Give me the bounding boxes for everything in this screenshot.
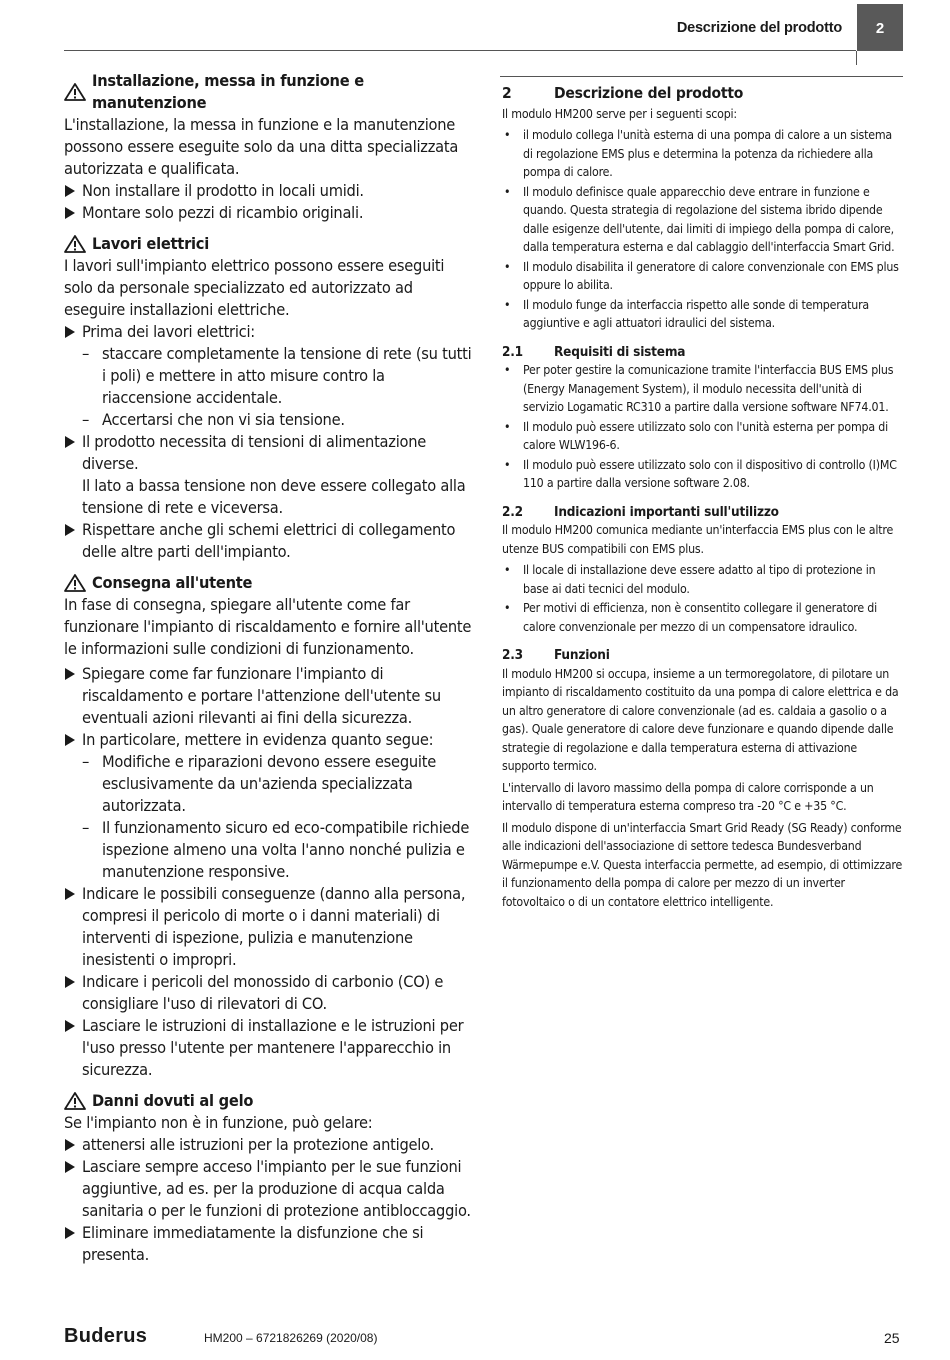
- bullet-item: [502, 126, 904, 182]
- instruction-item: [64, 883, 474, 971]
- arrow-bullet-icon: [65, 436, 75, 448]
- dash-bullet: –: [82, 752, 90, 771]
- instruction-item: [64, 431, 474, 519]
- arrow-bullet-icon: [65, 326, 75, 338]
- instruction-text: attenersi alle istruzioni per la protezione antigelo.: [82, 1135, 434, 1154]
- bullet-text: Il modulo può essere utilizzato solo con l'unità esterna per pompa di calore WLW196-6.: [523, 419, 888, 452]
- instruction-text: Indicare i pericoli del monossido di carbonio (CO) e consigliare l'uso di rilevatori di CO.: [82, 972, 444, 1013]
- document-reference: HM200 – 6721826269 (2020/08): [204, 1331, 378, 1345]
- bullet-item: [502, 258, 904, 295]
- arrow-bullet-icon: [65, 207, 75, 219]
- arrow-bullet-icon: [65, 888, 75, 900]
- arrow-bullet-icon: [65, 1161, 75, 1173]
- instruction-item: [64, 519, 474, 563]
- safety-heading-text: Danni dovuti al gelo: [92, 1091, 254, 1110]
- section-heading: [502, 646, 904, 665]
- instruction-item: [64, 1015, 474, 1081]
- right-column-rule: [500, 76, 903, 77]
- dot-bullet: •: [504, 419, 511, 434]
- safety-heading: [64, 233, 474, 255]
- paragraph: L'installazione, la messa in funzione e la manutenzione possono essere eseguite solo da una ditta specializzata autorizzata e qualificata.: [64, 115, 459, 178]
- safety-heading: [64, 1090, 474, 1112]
- arrow-bullet-icon: [65, 976, 75, 988]
- bullet-text: Il locale di installazione deve essere adatto al tipo di protezione in base ai dati tecnici del modulo.: [523, 563, 876, 596]
- instruction-text: Spiegare come far funzionare l'impianto di riscaldamento e portare l'attenzione dell'utente su eventuali azioni rilevanti ai fini della sicurezza.: [82, 664, 441, 727]
- instruction-text: Lasciare sempre acceso l'impianto per le sue funzioni aggiuntive, ad es. per la produzione di acqua calda sanitaria o per le funzioni di protezione antibloccaggio.: [82, 1157, 471, 1220]
- dot-bullet: •: [504, 457, 511, 472]
- sub-instruction-text: staccare completamente la tensione di rete (su tutti i poli) e mettere in atto misure contro la riaccensione accidentale.: [102, 344, 472, 407]
- paragraph: Il modulo HM200 si occupa, insieme a un termoregolatore, di pilotare un impianto di riscaldamento costituito da una pompa di calore elettrica e da un altro generatore di calore convenzionale (ad es. caldaia a gasolio o a gas). Quale generatore di calore deve funzionare e quando dipende dalle strategie di regolazione e dalla temperatura esterna di attivazione supporto termico.: [502, 666, 899, 773]
- instruction-text: Rispettare anche gli schemi elettrici di collegamento delle altre parti dell'impianto.: [82, 520, 456, 561]
- bullet-item: [502, 561, 904, 598]
- instruction-item: [64, 1156, 474, 1222]
- bullet-text: Il modulo può essere utilizzato solo con il dispositivo di controllo (I)MC 110 a partire dalla versione software 2.08.: [523, 457, 897, 490]
- bullet-text: Il modulo definisce quale apparecchio deve entrare in funzione e quando. Questa strategia di regolazione del sistema ibrido dipende dalle esigenze dell'utente, dai limiti di impiego della pompa di calore, dalla temperatura esterna e dal cablaggio dell'interfaccia Smart Grid.: [523, 184, 895, 254]
- brand-logo: Buderus: [64, 1325, 148, 1347]
- instruction-text: Non installare il prodotto in locali umidi.: [82, 181, 364, 200]
- paragraph: I lavori sull'impianto elettrico possono essere eseguiti solo da personale specializzato ed autorizzato ad eseguire installazioni elettriche.: [64, 256, 445, 319]
- safety-section-handover: [64, 572, 474, 1081]
- instruction-item: [64, 663, 474, 729]
- arrow-bullet-icon: [65, 668, 75, 680]
- instruction-text: Lasciare le istruzioni di installazione e le istruzioni per l'uso presso l'utente per mantenere l'apparecchio in sicurezza.: [82, 1016, 464, 1079]
- heading-title: Descrizione del prodotto: [554, 84, 744, 102]
- arrow-bullet-icon: [65, 734, 75, 746]
- sub-instruction-item: [82, 409, 474, 431]
- instruction-text: Indicare le possibili conseguenze (danno alla persona, compresi il pericolo di morte o i danni materiali) di interventi di ispezione, pulizia e manutenzione inesistenti o impropri.: [82, 884, 466, 969]
- dash-bullet: –: [82, 344, 90, 363]
- sub-instruction-text: Accertarsi che non vi sia tensione.: [102, 410, 345, 429]
- heading-number: 2.2: [502, 503, 523, 520]
- dash-bullet: –: [82, 410, 90, 429]
- bullet-text: Per motivi di efficienza, non è consentito collegare il generatore di calore convenzionale per mezzo di un compensatore idraulico.: [523, 601, 877, 634]
- paragraph: L'intervallo di lavoro massimo della pompa di calore corrisponde a un intervallo di temperatura esterna compreso tra -20 °C e +35 °C.: [502, 780, 874, 813]
- dot-bullet: •: [504, 563, 511, 577]
- instruction-text: In particolare, mettere in evidenza quanto segue:: [82, 730, 434, 749]
- safety-instructions-column: [64, 70, 474, 1275]
- warning-triangle-icon: [64, 235, 86, 253]
- instruction-item: [64, 971, 474, 1015]
- bullet-item: [502, 296, 904, 333]
- chapter-number-tab: 2: [857, 4, 903, 51]
- instruction-text: Prima dei lavori elettrici:: [82, 322, 255, 341]
- paragraph: Il modulo HM200 comunica mediante un'interfaccia EMS plus con le altre utenze BUS compatibili con EMS plus.: [502, 523, 894, 556]
- warning-triangle-icon: [64, 574, 86, 592]
- instruction-item: [64, 202, 474, 224]
- instruction-item: [64, 1134, 474, 1156]
- dash-bullet: –: [82, 818, 90, 837]
- bullet-item: [502, 183, 904, 257]
- safety-heading: [64, 572, 474, 594]
- bullet-item: [502, 599, 904, 636]
- safety-section-frost: [64, 1090, 474, 1266]
- header-rule: [64, 50, 856, 51]
- instruction-text: Montare solo pezzi di ricambio originali.: [82, 203, 364, 222]
- bullet-text: Per poter gestire la comunicazione tramite l'interfaccia BUS EMS plus (Energy Management System), il modulo necessita dell'unità di servizio Logamatic RC310 a partire dalla versione software NF74.01.: [523, 363, 894, 414]
- dot-bullet: •: [504, 128, 511, 142]
- sub-instruction-text: Modifiche e riparazioni devono essere eseguite esclusivamente da un'azienda specializzata autorizzata.: [102, 752, 436, 815]
- sub-instruction-item: [82, 343, 474, 409]
- bullet-text: Il modulo funge da interfaccia rispetto alle sonde di temperatura aggiuntive e agli attuatori idraulici del sistema.: [523, 297, 870, 330]
- warning-triangle-icon: [64, 1092, 86, 1110]
- bullet-text: Il modulo disabilita il generatore di calore convenzionale con EMS plus oppure lo abilita.: [523, 259, 899, 292]
- dot-bullet: •: [504, 363, 511, 377]
- dot-bullet: •: [504, 184, 511, 199]
- section-heading: [502, 343, 904, 362]
- bullet-item: [502, 418, 904, 455]
- heading-title: Requisiti di sistema: [554, 343, 686, 360]
- bullet-item: [502, 456, 904, 493]
- paragraph: Se l'impianto non è in funzione, può gelare:: [64, 1113, 373, 1132]
- instruction-line: Il lato a bassa tensione non deve essere collegato alla tensione di rete e viceversa.: [82, 476, 466, 517]
- sub-instruction-text: Il funzionamento sicuro ed eco-compatibile richiede ispezione almeno una volta l'anno nonché pulizia e manutenzione responsive.: [102, 818, 470, 881]
- arrow-bullet-icon: [65, 1020, 75, 1032]
- instruction-text: [82, 431, 474, 519]
- arrow-bullet-icon: [65, 185, 75, 197]
- page-number: 25: [884, 1330, 900, 1346]
- paragraph: In fase di consegna, spiegare all'utente come far funzionare l'impianto di riscaldamento e fornire all'utente le informazioni sulle condizioni di funzionamento.: [64, 595, 472, 658]
- safety-heading-text: Lavori elettrici: [92, 234, 210, 253]
- sub-instruction-item: [82, 817, 474, 883]
- instruction-item: [64, 729, 474, 751]
- safety-heading: [64, 70, 474, 114]
- instruction-text: Eliminare immediatamente la disfunzione che si presenta.: [82, 1223, 424, 1264]
- section-heading: [502, 503, 904, 522]
- chapter-heading: [502, 84, 904, 103]
- arrow-bullet-icon: [65, 524, 75, 536]
- safety-section-electrical: [64, 233, 474, 563]
- dot-bullet: •: [504, 601, 511, 615]
- instruction-line: Il prodotto necessita di tensioni di alimentazione diverse.: [82, 432, 427, 473]
- safety-heading-text: Consegna all'utente: [92, 573, 253, 592]
- safety-section-installation: [64, 70, 474, 224]
- warning-triangle-icon: [64, 83, 86, 101]
- sub-instruction-item: [82, 751, 474, 817]
- heading-title: Funzioni: [554, 647, 610, 663]
- product-description-column: [502, 84, 904, 914]
- heading-title: Indicazioni importanti sull'utilizzo: [554, 503, 779, 520]
- heading-number: 2.3: [502, 647, 523, 663]
- instruction-item: [64, 180, 474, 202]
- heading-number: 2: [502, 84, 512, 102]
- header-divider-tick: [856, 51, 857, 65]
- bullet-item: [502, 361, 904, 417]
- arrow-bullet-icon: [65, 1227, 75, 1239]
- arrow-bullet-icon: [65, 1139, 75, 1151]
- paragraph: Il modulo HM200 serve per i seguenti scopi:: [502, 106, 737, 121]
- bullet-text: il modulo collega l'unità esterna di una pompa di calore a un sistema di regolazione EMS plus e determina la potenza da richiedere alla pompa di calore.: [523, 128, 892, 179]
- safety-heading-text: Installazione, messa in funzione e manutenzione: [92, 71, 364, 112]
- paragraph: Il modulo dispone di un'interfaccia Smart Grid Ready (SG Ready) conforme alle indicazioni dell'associazione di settore tedesca Bundesverband Wärmepumpe e.V. Questa interfaccia permette, ad esempio, di ottimizzare il funzionamento della pompa di calore per mezzo di un inverter fotovoltaico o di un contatore elettrico intelligente.: [502, 820, 903, 909]
- instruction-item: [64, 321, 474, 343]
- dot-bullet: •: [504, 297, 511, 312]
- running-header-title: Descrizione del prodotto: [676, 20, 842, 36]
- heading-number: 2.1: [502, 343, 523, 360]
- instruction-item: [64, 1222, 474, 1266]
- dot-bullet: •: [504, 259, 511, 274]
